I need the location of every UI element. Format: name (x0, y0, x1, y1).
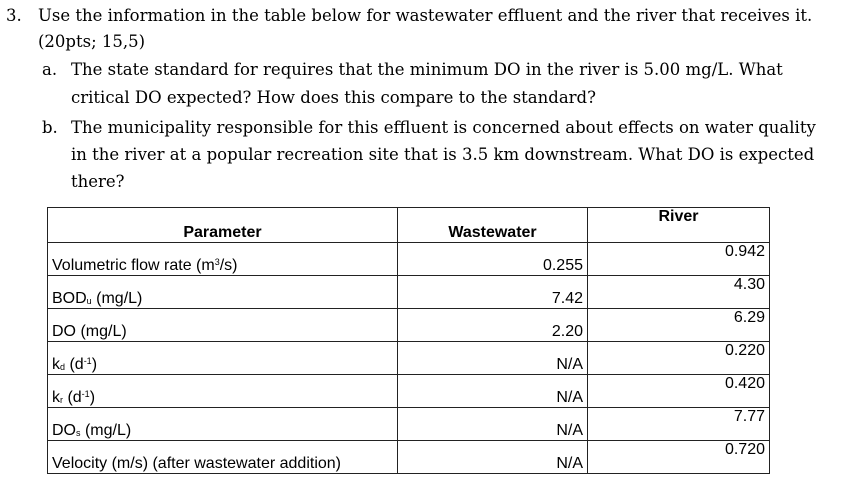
table-row (48, 408, 770, 441)
table-row (48, 309, 770, 342)
river-cell: 0.942 (588, 243, 770, 276)
table-header-row (48, 208, 770, 243)
table-row (48, 276, 770, 309)
wastewater-cell: N/A (398, 408, 588, 441)
wastewater-cell: N/A (398, 375, 588, 408)
wastewater-cell: 2.20 (398, 309, 588, 342)
river-cell: 0.420 (588, 375, 770, 408)
wastewater-cell: N/A (398, 441, 588, 474)
question-number: 3. (6, 6, 22, 25)
header-parameter: Parameter (48, 208, 398, 243)
river-cell: 0.720 (588, 441, 770, 474)
wastewater-cell: 0.255 (398, 243, 588, 276)
table-row (48, 243, 770, 276)
wastewater-cell: N/A (398, 342, 588, 375)
parameter-table (47, 207, 770, 474)
question-text: Use the information in the table below for wastewater effluent and the river that receives it. (38, 6, 813, 25)
param-cell: $DO_s$ (mg/L) (48, 408, 398, 441)
part-b-line-3: there? (71, 172, 125, 191)
table-row (48, 441, 770, 474)
wastewater-cell: 7.42 (398, 276, 588, 309)
part-b-letter: b. (42, 118, 58, 137)
header-wastewater: Wastewater (398, 208, 588, 243)
river-cell: 0.220 (588, 342, 770, 375)
param-cell: $BOD_u$ (mg/L) (48, 276, 398, 309)
part-b-line-1: The municipality responsible for this effluent is concerned about effects on water quality (71, 118, 816, 137)
part-a-line-1: The state standard for requires that the minimum DO in the river is 5.00 mg/L. What (71, 60, 783, 79)
param-cell: $k_r$ $(d^{-1})$ (48, 375, 398, 408)
part-a-line-2: critical DO expected? How does this compare to the standard? (71, 88, 596, 107)
part-b-line-2: in the river at a popular recreation site that is 3.5 km downstream. What DO is expected (71, 145, 815, 164)
param-cell: Volumetric flow rate $(m^3/s)$ (48, 243, 398, 276)
river-cell: 4.30 (588, 276, 770, 309)
table-row (48, 375, 770, 408)
param-cell: $k_d$ $(d^{-1})$ (48, 342, 398, 375)
table-row (48, 342, 770, 375)
part-a-letter: a. (42, 60, 58, 79)
river-cell: 7.77 (588, 408, 770, 441)
header-river: River (588, 208, 770, 243)
param-cell: Velocity (m/s) (after wastewater addition) (48, 441, 398, 474)
param-cell: DO (mg/L) (48, 309, 398, 342)
question-points: (20pts; 15,5) (38, 32, 146, 51)
river-cell: 6.29 (588, 309, 770, 342)
